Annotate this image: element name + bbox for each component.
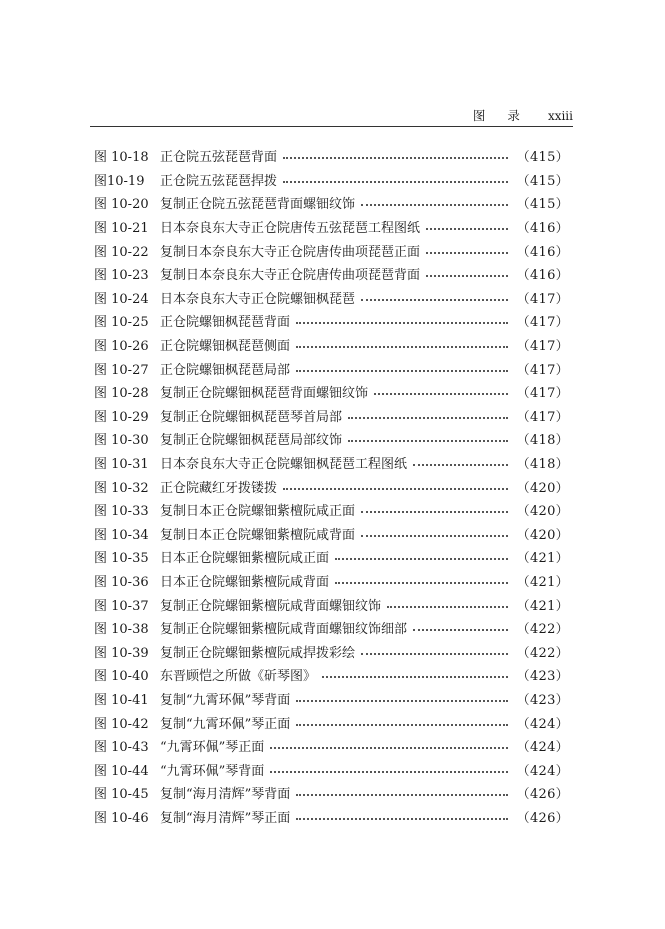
figure-number: 图 10-45	[94, 787, 149, 803]
figure-page-number: （424）	[516, 763, 569, 779]
figure-number: 图 10-38	[94, 622, 149, 638]
figure-number: 图 10-36	[94, 574, 149, 590]
figure-page-number: （418）	[516, 433, 569, 449]
dot-leader	[296, 699, 507, 702]
figure-number: 图 10-22	[94, 244, 149, 260]
dot-leader	[413, 463, 508, 466]
figure-number: 图 10-37	[94, 598, 149, 614]
list-item	[94, 498, 569, 522]
page-number: xxiii	[547, 109, 573, 123]
figure-title: 复制正仓院螺钿枫琵琶局部纹饰	[160, 433, 343, 449]
figure-title: 日本奈良东大寺正仓院螺钿枫琵琶	[160, 291, 356, 307]
list-item	[94, 333, 569, 357]
dot-leader	[361, 652, 508, 655]
running-header-label	[473, 106, 573, 124]
figure-page-number: （421）	[516, 598, 569, 614]
dot-leader	[296, 369, 508, 372]
figure-title: 正仓院五弦琵琶捍拨	[160, 173, 278, 189]
dot-leader	[270, 770, 507, 773]
figure-page-number: （422）	[516, 622, 569, 638]
figure-page-number: （418）	[516, 457, 569, 473]
figure-title: 复制日本正仓院螺钿紫檀阮咸正面	[160, 504, 356, 520]
dot-leader	[283, 487, 508, 490]
figure-title: 日本正仓院螺钿紫檀阮咸背面	[160, 574, 330, 590]
figure-title: 复制“海月清辉”琴背面	[160, 787, 291, 803]
dot-leader	[296, 793, 507, 796]
figure-number: 图 10-29	[94, 409, 149, 425]
list-item	[94, 215, 569, 239]
list-item	[94, 262, 569, 286]
figure-number: 图 10-34	[94, 527, 149, 543]
dot-leader	[335, 557, 508, 560]
dot-leader	[296, 321, 508, 324]
figure-number: 图 10-20	[94, 197, 149, 213]
figure-page-number: （416）	[516, 221, 569, 237]
figure-page-number: （423）	[516, 692, 569, 708]
figure-page-number: （415）	[516, 173, 569, 189]
list-item	[94, 757, 569, 781]
figure-page-number: （417）	[516, 409, 569, 425]
figure-number: 图 10-23	[94, 268, 149, 284]
list-item	[94, 427, 569, 451]
dot-leader	[296, 817, 507, 820]
figure-page-number: （417）	[516, 362, 569, 378]
figure-number: 图 10-39	[94, 645, 149, 661]
figure-number: 图 10-42	[94, 716, 149, 732]
list-item	[94, 238, 569, 262]
list-item	[94, 286, 569, 310]
figure-title: 正仓院藏红牙拨镂拨	[160, 480, 278, 496]
list-item	[94, 805, 569, 829]
list-item	[94, 144, 569, 168]
figure-title: 复制日本奈良东大寺正仓院唐传曲项琵琶背面	[160, 268, 421, 284]
figure-number: 图 10-28	[94, 386, 149, 402]
list-item	[94, 545, 569, 569]
figure-page-number: （415）	[516, 150, 569, 166]
figure-page-number: （417）	[516, 386, 569, 402]
figure-number: 图 10-26	[94, 339, 149, 355]
dot-leader	[348, 439, 508, 442]
list-item	[94, 687, 569, 711]
figure-number: 图 10-25	[94, 315, 149, 331]
list-item	[94, 168, 569, 192]
figure-number: 图 10-30	[94, 433, 149, 449]
figure-title: 复制正仓院螺钿紫檀阮咸背面螺钿纹饰细部	[160, 622, 408, 638]
dot-leader	[322, 675, 508, 678]
figure-page-number: （416）	[516, 244, 569, 260]
dot-leader	[361, 510, 508, 513]
figure-list	[94, 144, 569, 828]
figure-page-number: （417）	[516, 291, 569, 307]
figure-page-number: （424）	[516, 740, 569, 756]
dot-leader	[361, 534, 508, 537]
figure-title: 正仓院五弦琵琶背面	[160, 150, 278, 166]
list-item	[94, 522, 569, 546]
list-item	[94, 191, 569, 215]
figure-number: 图 10-24	[94, 291, 149, 307]
figure-title: 复制正仓院螺钿枫琵琶背面螺钿纹饰	[160, 386, 369, 402]
figure-number: 图 10-43	[94, 740, 149, 756]
dot-leader	[426, 251, 508, 254]
figure-page-number: （422）	[516, 645, 569, 661]
dot-leader	[348, 416, 508, 419]
figure-title: 日本正仓院螺钿紫檀阮咸正面	[160, 551, 330, 567]
figure-title: 复制“九霄环佩”琴正面	[160, 716, 291, 732]
dot-leader	[296, 345, 508, 348]
figure-title: 正仓院螺钿枫琵琶局部	[160, 362, 291, 378]
figure-number: 图10-19	[94, 173, 145, 189]
running-header	[90, 104, 573, 127]
list-item	[94, 616, 569, 640]
figure-title: 正仓院螺钿枫琵琶背面	[160, 315, 291, 331]
figure-title: 日本奈良东大寺正仓院唐传五弦琵琶工程图纸	[160, 221, 421, 237]
figure-title: 复制正仓院螺钿枫琵琶琴首局部	[160, 409, 343, 425]
figure-number: 图 10-21	[94, 221, 149, 237]
list-item	[94, 380, 569, 404]
figure-page-number: （421）	[516, 551, 569, 567]
figure-number: 图 10-46	[94, 810, 149, 826]
dot-leader	[387, 605, 508, 608]
list-item	[94, 734, 569, 758]
dot-leader	[335, 581, 508, 584]
figure-number: 图 10-18	[94, 150, 149, 166]
figure-title: 复制日本奈良东大寺正仓院唐传曲项琵琶正面	[160, 244, 421, 260]
section-title: 图录	[472, 108, 542, 123]
dot-leader	[426, 227, 508, 230]
list-item	[94, 710, 569, 734]
figure-title: 复制正仓院螺钿紫檀阮咸背面螺钿纹饰	[160, 598, 382, 614]
figure-title: “九霄环佩”琴正面	[160, 740, 265, 756]
dot-leader	[361, 203, 508, 206]
figure-page-number: （423）	[516, 669, 569, 685]
list-item	[94, 474, 569, 498]
dot-leader	[426, 274, 508, 277]
figure-page-number: （417）	[516, 339, 569, 355]
figure-page-number: （421）	[516, 574, 569, 590]
figure-number: 图 10-44	[94, 763, 149, 779]
figure-title: 日本奈良东大寺正仓院螺钿枫琵琶工程图纸	[160, 457, 408, 473]
list-item	[94, 309, 569, 333]
figure-number: 图 10-33	[94, 504, 149, 520]
figure-number: 图 10-41	[94, 692, 149, 708]
figure-number: 图 10-31	[94, 457, 149, 473]
figure-page-number: （426）	[516, 787, 569, 803]
figure-title: “九霄环佩”琴背面	[160, 763, 265, 779]
figure-page-number: （420）	[516, 480, 569, 496]
dot-leader	[361, 298, 508, 301]
dot-leader	[283, 156, 508, 159]
figure-number: 图 10-27	[94, 362, 149, 378]
list-item	[94, 781, 569, 805]
dot-leader	[374, 392, 508, 395]
figure-title: 复制“九霄环佩”琴背面	[160, 692, 291, 708]
figure-title: 复制正仓院螺钿紫檀阮咸捍拨彩绘	[160, 645, 356, 661]
figure-page-number: （420）	[516, 527, 569, 543]
figure-page-number: （417）	[516, 315, 569, 331]
dot-leader	[283, 180, 508, 183]
list-item	[94, 592, 569, 616]
dot-leader	[413, 628, 508, 631]
figure-title: 复制日本正仓院螺钿紫檀阮咸背面	[160, 527, 356, 543]
figure-title: 复制正仓院五弦琵琶背面螺钿纹饰	[160, 197, 356, 213]
figure-title: 正仓院螺钿枫琵琶侧面	[160, 339, 291, 355]
figure-number: 图 10-40	[94, 669, 149, 685]
figure-number: 图 10-35	[94, 551, 149, 567]
list-item	[94, 639, 569, 663]
list-item	[94, 663, 569, 687]
figure-page-number: （420）	[516, 504, 569, 520]
figure-page-number: （424）	[516, 716, 569, 732]
dot-leader	[296, 723, 507, 726]
figure-number: 图 10-32	[94, 480, 149, 496]
figure-page-number: （416）	[516, 268, 569, 284]
figure-page-number: （426）	[516, 810, 569, 826]
dot-leader	[270, 746, 507, 749]
list-item	[94, 404, 569, 428]
figure-page-number: （415）	[516, 197, 569, 213]
list-item	[94, 569, 569, 593]
list-item	[94, 451, 569, 475]
figure-title: 东晋顾恺之所做《斫琴图》	[160, 669, 317, 685]
list-item	[94, 356, 569, 380]
figure-title: 复制“海月清辉”琴正面	[160, 810, 291, 826]
